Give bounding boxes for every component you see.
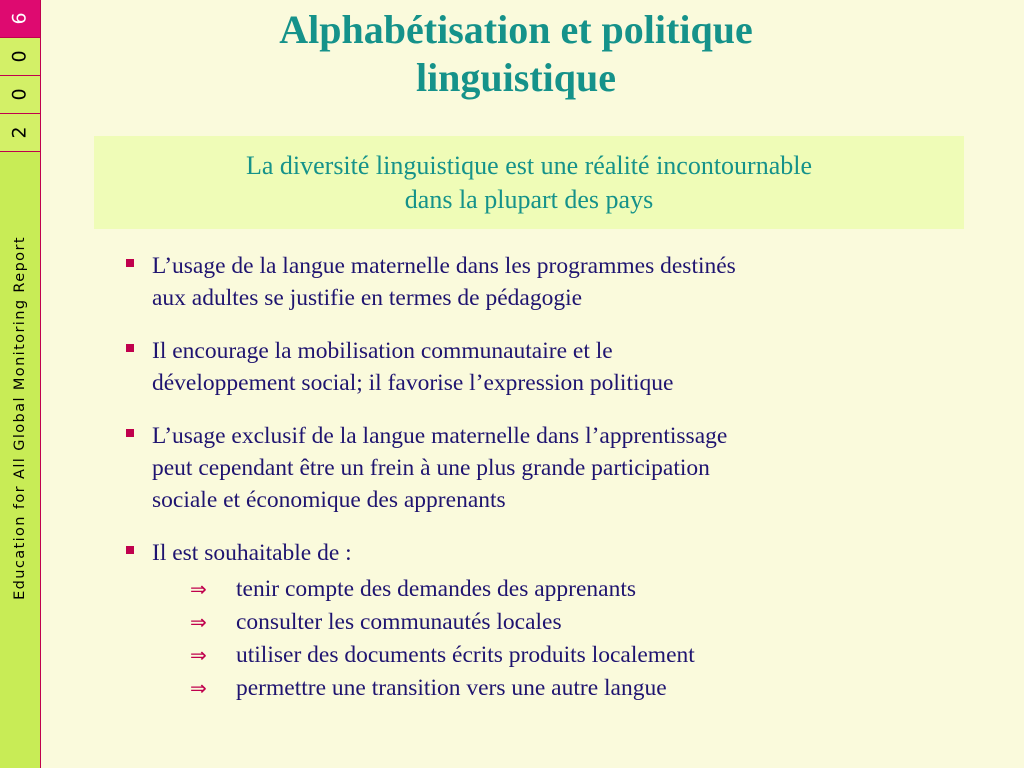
right-double-arrow-icon: ⇒ (190, 577, 207, 601)
bullet-line: sociale et économique des apprenants (152, 487, 506, 513)
side-band (0, 0, 41, 768)
side-divider (40, 0, 41, 768)
title-line: Alphabétisation et politique (279, 7, 753, 52)
sub-item (152, 606, 944, 639)
year-digit: 2 (8, 126, 31, 139)
subtitle-line: La diversité linguistique est une réalité incontournable (245, 150, 813, 180)
bullet-list (124, 250, 944, 726)
title-line: linguistique (415, 55, 617, 100)
bullet-line: aux adultes se justifie en termes de pédagogie (152, 285, 583, 311)
sub-item-text: tenir compte des demandes des apprenants (236, 576, 637, 602)
right-double-arrow-icon: ⇒ (190, 676, 207, 700)
square-bullet-icon (126, 546, 134, 554)
square-bullet-icon (126, 259, 134, 267)
bullet-item (124, 250, 944, 314)
bullet-line: Il est souhaitable de : (152, 540, 352, 566)
right-double-arrow-icon: ⇒ (190, 610, 207, 634)
bullet-item (124, 420, 944, 516)
bullet-line: peut cependant être un frein à une plus grande participation (152, 455, 710, 481)
right-double-arrow-icon: ⇒ (190, 643, 207, 667)
subtitle-line: dans la plupart des pays (404, 184, 654, 214)
year-digit-cell (0, 114, 40, 152)
year-digit: 6 (8, 12, 31, 25)
square-bullet-icon (126, 344, 134, 352)
year-digit-cell (0, 76, 40, 114)
bullet-line: L’usage de la langue maternelle dans les programmes destinés (152, 253, 736, 279)
square-bullet-icon (126, 429, 134, 437)
sub-item (152, 639, 944, 672)
sub-item-text: consulter les communautés locales (236, 609, 562, 635)
bullet-line: L’usage exclusif de la langue maternelle dans l’apprentissage (152, 423, 728, 449)
year-digit: 0 (8, 50, 31, 63)
year-digit: 0 (8, 88, 31, 101)
report-label: Education for All Global Monitoring Report (12, 236, 28, 600)
slide-title (160, 6, 872, 102)
bullet-item (124, 335, 944, 399)
sub-item-text: utiliser des documents écrits produits localement (236, 642, 695, 668)
bullet-line: développement social; il favorise l’expression politique (152, 370, 674, 396)
sub-item-text: permettre une transition vers une autre langue (236, 675, 667, 701)
year-digit-cell (0, 0, 40, 38)
subtitle-box (94, 136, 964, 229)
year-digit-cell (0, 38, 40, 76)
sub-item (152, 672, 944, 705)
bullet-line: Il encourage la mobilisation communautaire et le (152, 338, 613, 364)
sub-list (152, 573, 944, 705)
sub-item (152, 573, 944, 606)
bullet-item (124, 537, 944, 705)
